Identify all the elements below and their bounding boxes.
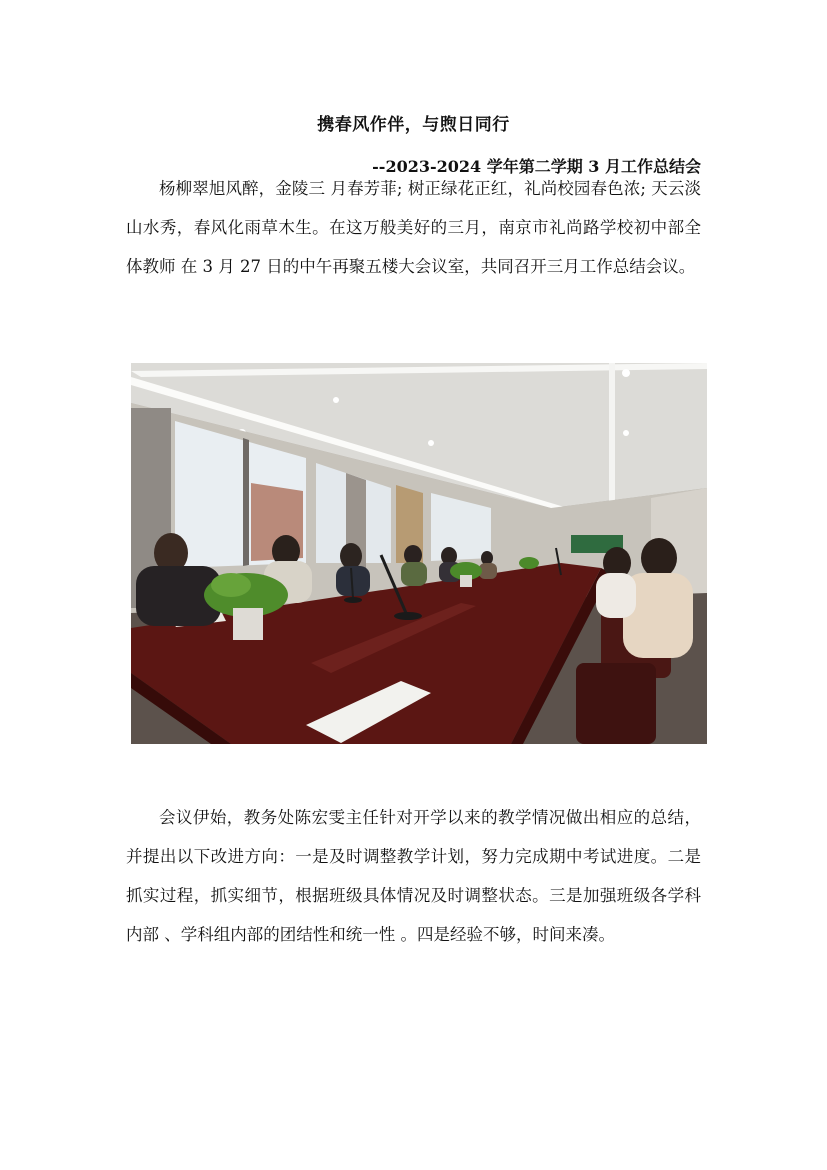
document-subtitle: --2023-2024 学年第二学期 3 月工作总结会 <box>372 157 701 176</box>
paragraph-intro: 杨柳翠旭风醉，金陵三 月春芳菲; 树正绿花正红，礼尚校园春色浓; 天云淡山水秀，春风化雨草木生。在这万般美好的三月，南京市礼尚路学校初中部全体教师 在 3 月 27 日的中午再聚五楼大会议室，共同召开三月工作总结会议。 <box>126 179 701 276</box>
photo-plant <box>211 573 251 597</box>
photo-person <box>481 551 493 565</box>
photo-microphone-base <box>344 597 362 603</box>
photo-person <box>401 562 427 586</box>
photo-spotlight <box>622 369 630 377</box>
photo-window-frame <box>243 438 249 566</box>
photo-spotlight <box>428 440 434 446</box>
photo-spotlight <box>623 430 629 436</box>
photo-plant-pot <box>460 575 472 587</box>
photo-person <box>641 538 677 578</box>
photo-plant-pot <box>233 608 263 640</box>
meeting-photo <box>131 363 707 744</box>
photo-spotlight <box>333 397 339 403</box>
photo-microphone-base <box>394 612 422 620</box>
photo-plant <box>519 557 539 569</box>
photo-chair <box>576 663 656 744</box>
photo-light-bar <box>609 363 615 508</box>
photo-person <box>596 573 636 618</box>
paragraph-meeting: 会议伊始，教务处陈宏雯主任针对开学以来的教学情况做出相应的总结，并提出以下改进方向：一是及时调整教学计划，努力完成期中考试进度。二是抓实过程，抓实细节，根据班级具体情况及时调整状态。三是加强班级各学科内部 、学科组内部的团结性和统一性 。四是经验不够，时间来凑。 <box>126 808 701 944</box>
photo-person <box>340 543 362 569</box>
document-title: 携春风作伴，与煦日同行 <box>317 115 510 135</box>
